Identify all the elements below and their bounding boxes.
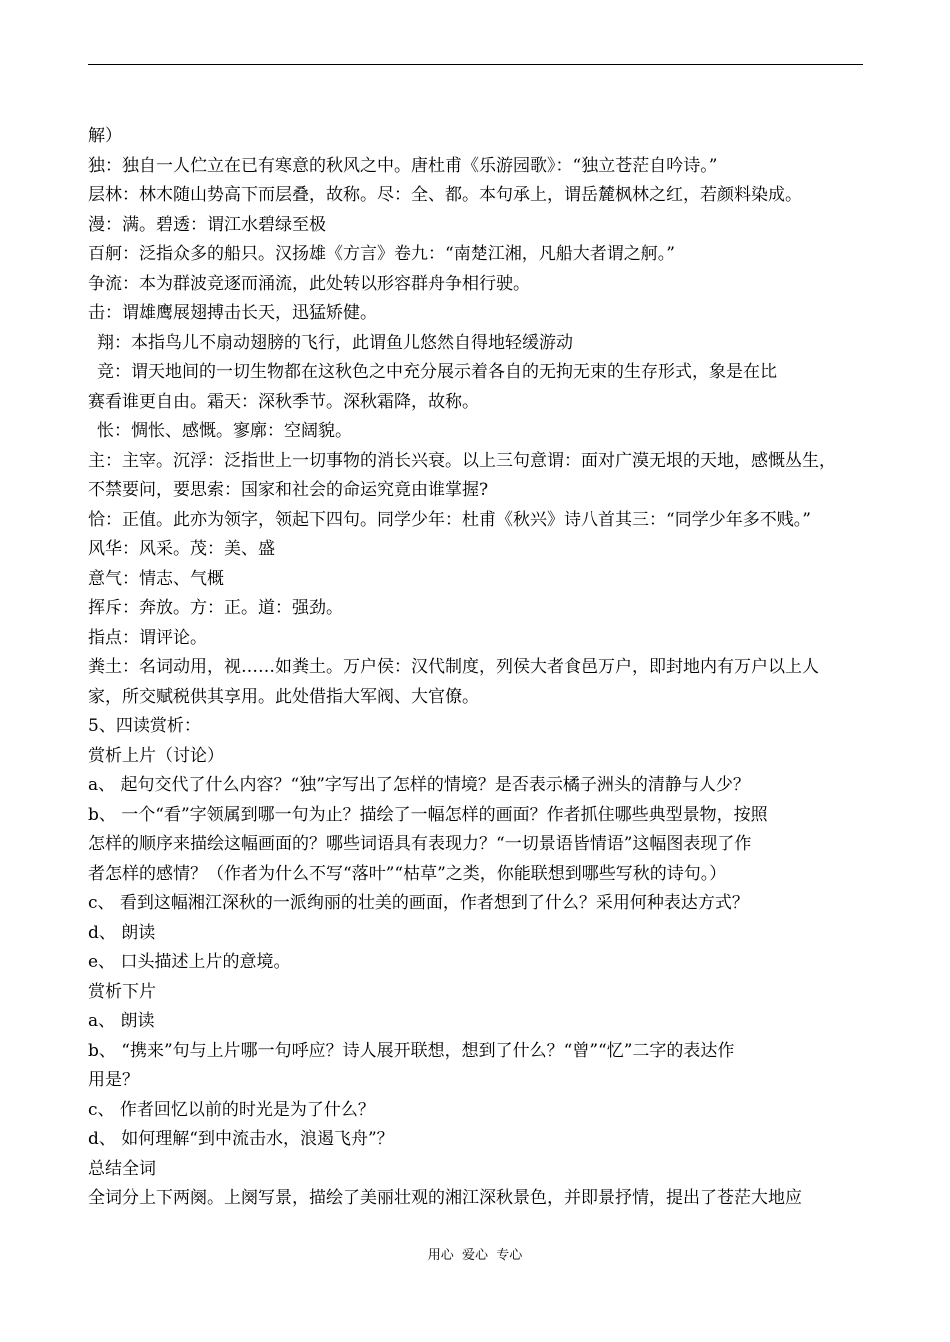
- text-line: 粪土：名词动用，视……如粪土。万户侯：汉代制度，列侯大者食邑万户，即封地内有万户以上人: [88, 657, 819, 677]
- text-line: c、 看到这幅湘江深秋的一派绚丽的壮美的画面，作者想到了什么？采用何种表达方式？: [88, 893, 749, 913]
- text-line: 怎样的顺序来描绘这幅画面的？哪些词语具有表现力？“一切景语皆情语”这幅图表现了作: [88, 834, 752, 854]
- text-line: 翔：本指鸟儿不扇动翅膀的飞行，此谓鱼儿悠然自得地轻缓游动: [97, 332, 573, 353]
- text-line: 主：主宰。沉浮：泛指世上一切事物的消长兴衰。以上三句意谓：面对广漠无垠的天地，感慨丛生，: [88, 450, 836, 471]
- text-line: d、 如何理解“到中流击水，浪遏飞舟”？: [88, 1129, 394, 1149]
- document-body: [88, 122, 863, 1214]
- text-line: 赏析上片（讨论）: [88, 745, 224, 766]
- text-line: 解）: [88, 126, 122, 146]
- text-line: e、 口头描述上片的意境。: [88, 952, 291, 972]
- text-line: 5、四读赏析：: [88, 716, 201, 736]
- text-line: 赏析下片: [88, 981, 156, 1002]
- text-line: c、 作者回忆以前的时光是为了什么？: [88, 1099, 375, 1120]
- text-line: 赛看谁更自由。霜天：深秋季节。深秋霜降，故称。: [88, 391, 479, 412]
- text-line: 总结全词: [88, 1158, 156, 1179]
- text-line: 独：独自一人伫立在已有寒意的秋风之中。唐杜甫《乐游园歌》：“独立苍茫自吟诗。”: [88, 155, 718, 176]
- text-line: 层林：林木随山势高下而层叠，故称。尽：全、都。本句承上，谓岳麓枫林之红，若颜料染成。: [88, 185, 802, 205]
- text-line: 意气：情志、气概: [88, 568, 224, 589]
- header-rule: [88, 64, 863, 65]
- text-line: b、 “携来”句与上片哪一句呼应？诗人展开联想，想到了什么？“曾”“忆”二字的表达作: [88, 1040, 735, 1061]
- text-line: 不禁要问，要思索：国家和社会的命运究竟由谁掌握?: [88, 480, 489, 500]
- text-line: 指点：谓评论。: [88, 627, 207, 648]
- text-line: d、 朗读: [88, 922, 156, 943]
- text-line: 用是？: [88, 1070, 139, 1090]
- text-line: b、 一个“看”字领属到哪一句为止？描绘了一幅怎样的画面？作者抓住哪些典型景物，按照: [88, 804, 768, 825]
- text-line: 风华：风采。茂：美、盛: [88, 539, 275, 559]
- text-line: 者怎样的感情？（作者为什么不写“落叶”“枯草”之类，你能联想到哪些写秋的诗句。）: [88, 863, 727, 884]
- text-line: 挥斥：奔放。方：正。道：强劲。: [88, 598, 343, 618]
- text-line: 争流：本为群波竞逐而涌流，此处转以形容群舟争相行驶。: [88, 273, 530, 294]
- page-footer: 用心 爱心 专心: [427, 1248, 523, 1263]
- text-line: a、 起句交代了什么内容？“独”字写出了怎样的情境？是否表示橘子洲头的清静与人少？: [88, 775, 750, 795]
- text-line: 击：谓雄鹰展翅搏击长天，迅猛矫健。: [88, 303, 377, 323]
- text-line: 恰：正值。此亦为领字，领起下四句。同学少年：杜甫《秋兴》诗八首其三：“同学少年多不贱。”: [88, 509, 811, 530]
- text-line: 家，所交赋税供其享用。此处借指大军阀、大官僚。: [88, 686, 479, 707]
- text-line: 怅：惆怅、感慨。寥廓：空阔貌。: [97, 421, 352, 441]
- text-line: 百舸：泛指众多的船只。汉扬雄《方言》卷九：“南楚江湘，凡船大者谓之舸。”: [88, 244, 675, 264]
- text-line: 竞：谓天地间的一切生物都在这秋色之中充分展示着各自的无拘无束的生存形式，象是在比: [97, 362, 777, 382]
- text-line: a、 朗读: [88, 1011, 155, 1031]
- text-line: 漫：满。碧透：谓江水碧绿至极: [88, 214, 326, 235]
- text-line: 全词分上下两阕。上阕写景，描绘了美丽壮观的湘江深秋景色，并即景抒情，提出了苍茫大地应: [88, 1188, 802, 1208]
